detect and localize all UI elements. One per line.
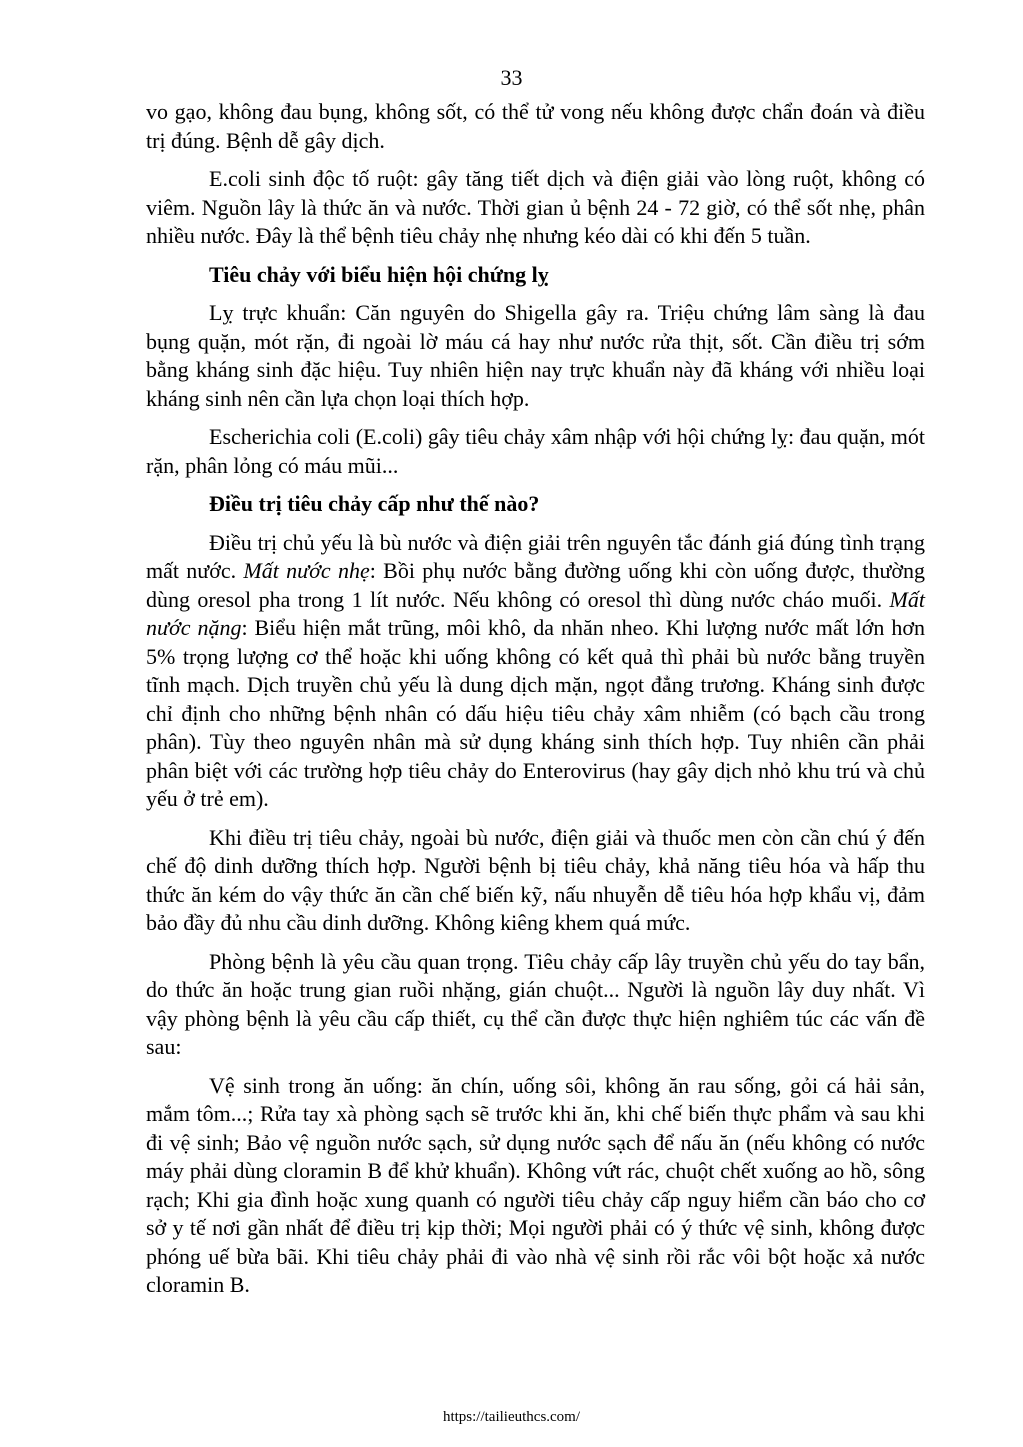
paragraph-8: Vệ sinh trong ăn uống: ăn chín, uống sôi, không ăn rau sống, gỏi cá hải sản, mắm tôm...; Rửa tay xà phòng sạch sẽ trước khi ăn, khi chế biến thực phẩm và sau khi đi vệ sinh; Bảo vệ nguồn nước sạch, sử dụng nước sạch để nấu ăn (nếu không có nước máy phải dùng cloramin B để khử khuẩn). Không vứt rác, chuột chết xuống ao hồ, sông rạch; Khi gia đình hoặc xung quanh có người tiêu chảy cấp nguy hiểm cần báo cho cơ sở y tế nơi gần nhất để điều trị kịp thời; Mọi người phải có ý thức vệ sinh, không được phóng uế bừa bãi. Khi tiêu chảy phải đi vào nhà vệ sinh rồi rắc vôi bột hoặc xả nước cloramin B. xyxy=(146,1072,925,1297)
paragraph-3: Lỵ trực khuẩn: Căn nguyên do Shigella gây ra. Triệu chứng lâm sàng là đau bụng quặn, mót rặn, đi ngoài lờ máu cá hay như nước rửa thịt, sốt. Cần điều trị sớm bằng kháng sinh đặc hiệu. Tuy nhiên hiện nay trực khuẩn này đã kháng với nhiều loại kháng sinh nên cần lựa chọn loại thích hợp. xyxy=(146,300,925,411)
paragraph-5 xyxy=(146,529,925,814)
severe-dehydration-term: Mất nước nặng xyxy=(146,586,925,640)
section-heading-treatment: Điều trị tiêu chảy cấp như thế nào? xyxy=(209,491,540,516)
paragraph-5-part-c: : Bồi phụ nước bằng đường uống khi còn uống được, thường dùng oresol pha trong 1 lít nước. Nếu không có oresol thì dùng nước cháo muối. xyxy=(146,558,925,612)
paragraph-2: E.coli sinh độc tố ruột: gây tăng tiết dịch và điện giải vào lòng ruột, không có viêm. Nguồn lây là thức ăn và nước. Thời gian ủ bệnh 24 - 72 giờ, có thể sốt nhẹ, phân nhiều nước. Đây là thể bệnh tiêu chảy nhẹ nhưng kéo dài có khi đến 5 tuần. xyxy=(146,166,925,248)
page-body xyxy=(146,98,925,1310)
mild-dehydration-term: Mất nước nhẹ xyxy=(243,558,370,583)
section-heading-dysentery: Tiêu chảy với biểu hiện hội chứng lỵ xyxy=(209,261,549,287)
footer-url[interactable]: https://tailieuthcs.com/ xyxy=(442,1409,581,1425)
paragraph-4: Escherichia coli (E.coli) gây tiêu chảy xâm nhập với hội chứng lỵ: đau quặn, mót rặn, phân lỏng có máu mũi... xyxy=(146,424,925,478)
page-number: 33 xyxy=(500,65,523,90)
paragraph-7: Phòng bệnh là yêu cầu quan trọng. Tiêu chảy cấp lây truyền chủ yếu do tay bẩn, do thức ăn hoặc trung gian ruồi nhặng, gián chuột... Người là nguồn lây duy nhất. Vì vậy phòng bệnh là yêu cầu cấp thiết, cụ thể cần được thực hiện nghiêm túc các vấn đề sau: xyxy=(146,948,925,1059)
paragraph-5-part-a: Điều trị chủ yếu là bù nước và điện giải trên nguyên tắc đánh giá đúng tình trạng mất nước. xyxy=(146,529,925,583)
paragraph-5-part-e: : Biểu hiện mắt trũng, môi khô, da nhăn nheo. Khi lượng nước mất lớn hơn 5% trọng lượng cơ thể hoặc khi uống không có kết quả thì phải bù nước bằng truyền tĩnh mạch. Dịch truyền chủ yếu là dung dịch mặn, ngọt đẳng trương. Kháng sinh được chỉ định cho những bệnh nhân có dấu hiệu tiêu chảy xâm nhiễm (có bạch cầu trong phân). Tùy theo nguyên nhân mà sử dụng kháng sinh thích hợp. Tuy nhiên cần phải phân biệt với các trường hợp tiêu chảy do Enterovirus (hay gây dịch nhỏ khu trú và chủ yếu ở trẻ em). xyxy=(146,615,925,811)
paragraph-6: Khi điều trị tiêu chảy, ngoài bù nước, điện giải và thuốc men còn cần chú ý đến chế độ dinh dưỡng thích hợp. Người bệnh bị tiêu chảy, khả năng tiêu hóa và hấp thu thức ăn kém do vậy thức ăn cần chế biến kỹ, nấu nhuyễn dễ tiêu hóa hợp khẩu vị, đảm bảo đầy đủ nhu cầu dinh dưỡng. Không kiêng khem quá mức. xyxy=(146,824,925,935)
paragraph-1: vo gạo, không đau bụng, không sốt, có thể tử vong nếu không được chẩn đoán và điều trị đúng. Bệnh dễ gây dịch. xyxy=(146,99,925,153)
